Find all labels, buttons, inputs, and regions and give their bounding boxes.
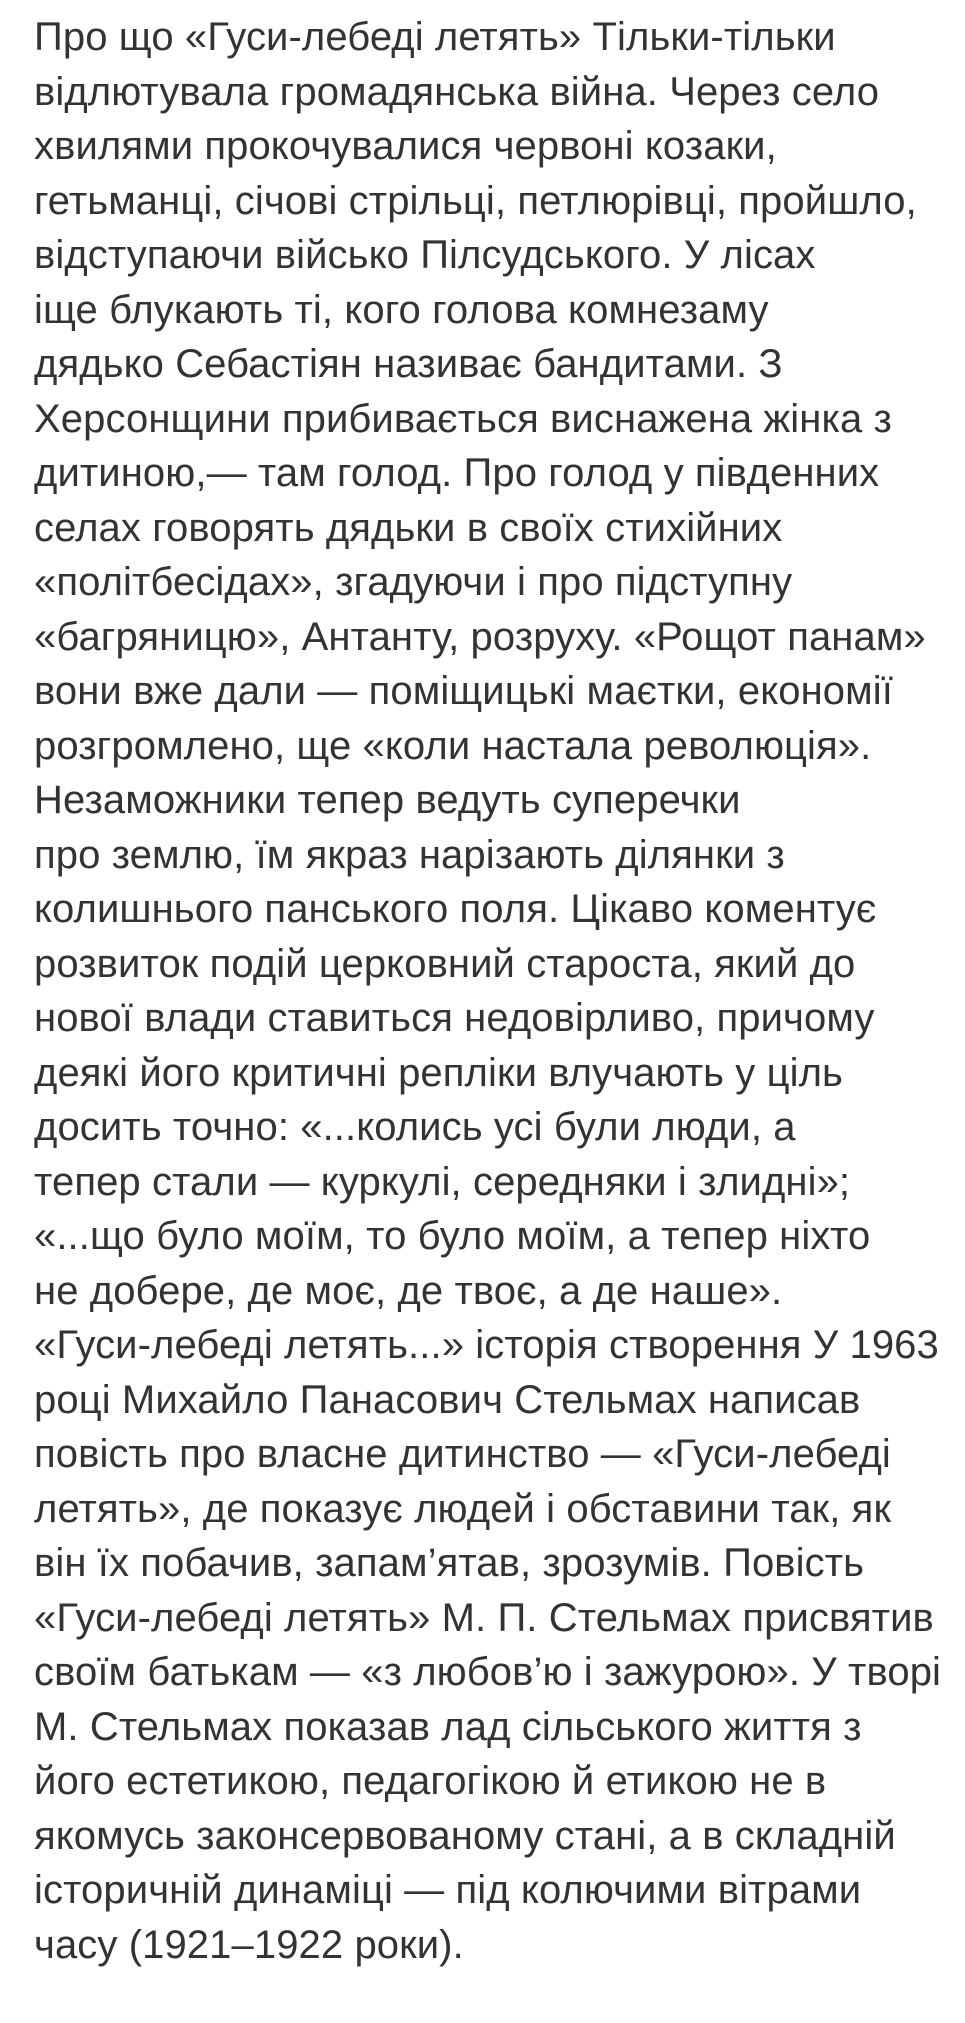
text-line: нової влади ставиться недовірливо, причому — [34, 996, 875, 1040]
text-line: році Михайло Панасович Стельмах написав — [34, 1377, 861, 1422]
text-line: Незаможники тепер ведуть суперечки — [34, 778, 741, 822]
text-line: відлютувала громадянська війна. Через село — [34, 69, 880, 114]
text-line: не добере, де моє, де твоє, а де наше». — [34, 1268, 783, 1313]
text-line: летять», де показує людей і обставини так, як — [34, 1486, 892, 1531]
text-line: дитиною,— там голод. Про голод у південних — [34, 451, 880, 495]
text-line: Херсонщини прибивається виснажена жінка з — [34, 396, 892, 441]
text-line: тепер стали — куркулі, середняки і злидні»; — [34, 1159, 851, 1204]
text-line: вони вже дали — поміщицькі маєтки, економії — [34, 669, 893, 713]
text-line: історичній динаміці — під колючими вітрами — [34, 1868, 862, 1912]
text-line: дядько Себастіян називає бандитами. З — [34, 342, 783, 386]
text-line: деякі його критичні репліки влучають у ціль — [34, 1050, 843, 1095]
text-line: «політбесідах», згадуючи і про підступну — [34, 560, 793, 604]
text-line: своїм батькам — «з любов’ю і зажурою». У творі — [34, 1650, 942, 1694]
text-line: про землю, їм якраз нарізають ділянки з — [34, 832, 785, 877]
text-line: повість про власне дитинство — «Гуси-лебеді — [34, 1432, 891, 1476]
text-line: часу (1921–1922 роки). — [34, 1922, 464, 1967]
text-line: селах говорять дядьки в своїх стихійних — [34, 505, 783, 550]
text-line: іще блукають ті, кого голова комнезаму — [34, 287, 769, 332]
article-text — [34, 10, 959, 1972]
text-line: розвиток подій церковний староста, який до — [34, 941, 856, 986]
text-line: Про що «Гуси-лебеді летять» Тільки-тільки — [34, 15, 836, 59]
text-line: М. Стельмах показав лад сільського життя з — [34, 1704, 862, 1749]
text-line: він їх побачив, запам’ятав, зрозумів. Повість — [34, 1541, 865, 1585]
text-line: «Гуси-лебеді летять» М. П. Стельмах присвятив — [34, 1595, 934, 1640]
text-line: колишнього панського поля. Цікаво коментує — [34, 887, 877, 931]
text-line: відступаючи військо Пілсудського. У лісах — [34, 233, 816, 277]
text-line: досить точно: «...колись усі були люди, а — [34, 1105, 796, 1149]
text-line: «багряницю», Антанту, розруху. «Рощот панам» — [34, 614, 926, 659]
text-line: «Гуси-лебеді летять...» історія створення У 1963 — [34, 1323, 939, 1367]
text-line: його естетикою, педагогікою й етикою не в — [34, 1759, 827, 1803]
text-line: хвилями прокочувалися червоні козаки, — [34, 124, 777, 168]
text-line: розгромлено, ще «коли настала революція». — [34, 723, 872, 768]
text-line: «...що було моїм, то було моїм, а тепер ніхто — [34, 1214, 871, 1258]
text-line: гетьманці, січові стрільці, петлюрівці, пройшло, — [34, 178, 917, 223]
text-line: якомусь законсервованому стані, а в складній — [34, 1813, 896, 1858]
